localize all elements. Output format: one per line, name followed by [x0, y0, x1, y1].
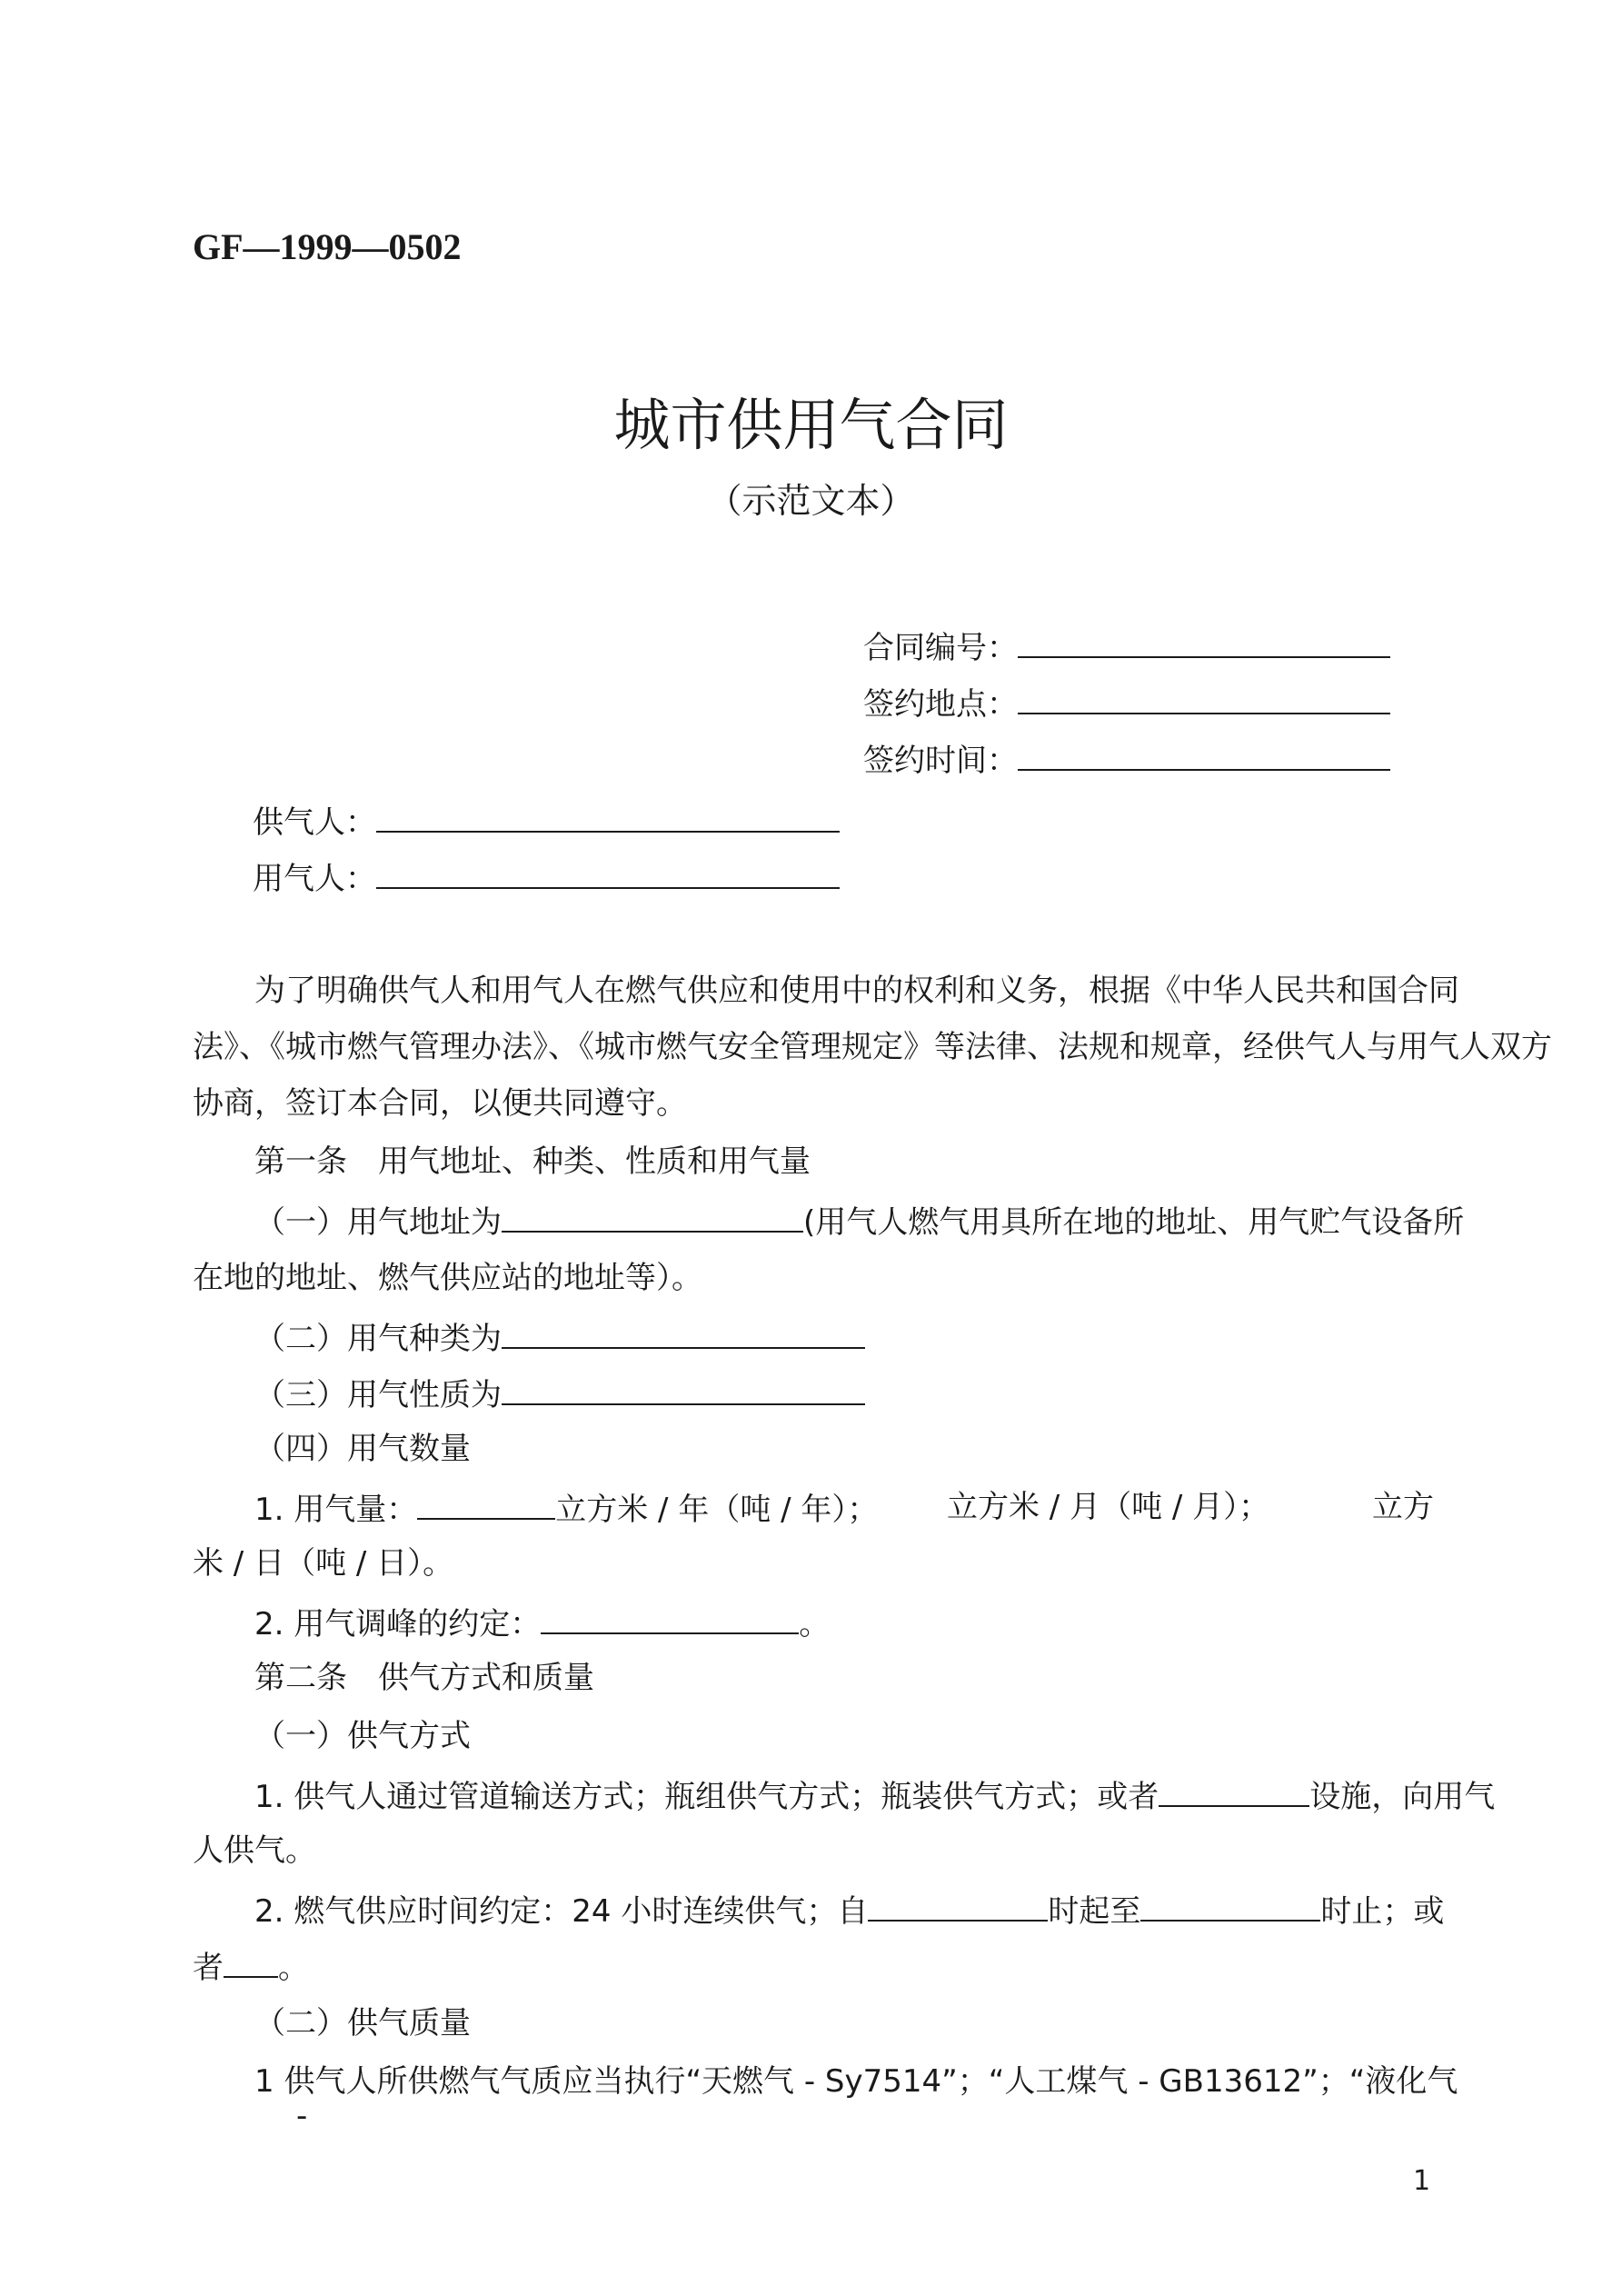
gas-nature-blank[interactable] — [502, 1373, 865, 1405]
intro-line-3: 协商，签订本合同，以便共同遵守。 — [193, 1085, 687, 1122]
sign-place-blank[interactable] — [1018, 682, 1390, 714]
use-address-line — [254, 1200, 1464, 1243]
supply-time-other-blank[interactable] — [224, 1945, 278, 1978]
user-blank[interactable] — [376, 856, 840, 889]
supply-method-heading: （一）供气方式 — [254, 1718, 471, 1754]
gas-type-label: （二）用气种类为 — [254, 1321, 502, 1357]
document-code: GF—1999—0502 — [193, 226, 462, 267]
document-title: 城市供用气合同 — [613, 392, 1009, 458]
contract-number-field — [863, 625, 1390, 668]
contract-number-blank[interactable] — [1018, 625, 1390, 658]
gas-quantity-heading: （四）用气数量 — [254, 1431, 471, 1467]
gas-quality-line-2: - — [296, 2098, 308, 2134]
document-subtitle: （示范文本） — [707, 481, 915, 521]
quantity-year-blank[interactable] — [417, 1487, 555, 1520]
supply-method-line-2: 人供气。 — [193, 1832, 316, 1869]
article-1-heading: 第一条 用气地址、种类、性质和用气量 — [254, 1143, 811, 1180]
quantity-year-unit: 立方米 / 年（吨 / 年）； — [555, 1492, 879, 1528]
quantity-label: 1. 用气量： — [254, 1492, 418, 1528]
quantity-month-unit: 立方米 / 月（吨 / 月）； — [947, 1489, 1270, 1525]
supply-time-line — [254, 1889, 1444, 1932]
sign-place-label: 签约地点： — [863, 686, 1018, 723]
supply-method-line — [254, 1774, 1495, 1817]
use-address-line-2: 在地的地址、燃气供应站的地址等）。 — [193, 1260, 702, 1296]
supply-time-or: 者 — [193, 1950, 224, 1986]
use-address-note: (用气人燃气用具所在地的地址、用气贮气设备所 — [803, 1204, 1465, 1241]
supply-start-blank[interactable] — [868, 1889, 1048, 1922]
supply-method-text: 1. 供气人通过管道输送方式；瓶组供气方式；瓶装供气方式；或者 — [254, 1779, 1159, 1815]
gas-nature-label: （三）用气性质为 — [254, 1377, 502, 1413]
sign-time-blank[interactable] — [1018, 738, 1390, 771]
quantity-line — [254, 1487, 878, 1530]
gas-quality-line: 1 供气人所供燃气气质应当执行“天燃气 - Sy7514”；“人工煤气 - GB13612”；“液化气 — [254, 2063, 1458, 2100]
page-number: 1 — [1413, 2165, 1431, 2197]
contract-number-label: 合同编号： — [863, 630, 1018, 666]
peak-shaving-line — [254, 1602, 830, 1644]
article-2-heading: 第二条 供气方式和质量 — [254, 1660, 594, 1696]
supply-time-text: 2. 燃气供应时间约定：24 小时连续供气；自 — [254, 1893, 869, 1930]
intro-line-1: 为了明确供气人和用气人在燃气供应和使用中的权利和义务，根据《中华人民共和国合同 — [254, 973, 1459, 1009]
supplier-field — [253, 800, 840, 843]
supply-facility-blank[interactable] — [1159, 1774, 1309, 1807]
peak-shaving-label: 2. 用气调峰的约定： — [254, 1606, 542, 1642]
supply-time-end: 时止；或 — [1320, 1893, 1445, 1930]
sign-place-field — [863, 682, 1390, 724]
supply-time-mid: 时起至 — [1048, 1893, 1141, 1930]
supply-end-blank[interactable] — [1140, 1889, 1320, 1922]
user-field — [253, 856, 840, 899]
supply-quality-heading: （二）供气质量 — [254, 2005, 471, 2041]
supplier-blank[interactable] — [376, 800, 840, 833]
user-label: 用气人： — [253, 861, 376, 897]
gas-nature-line — [254, 1373, 865, 1415]
supply-method-end: 设施，向用气 — [1309, 1779, 1496, 1815]
use-address-blank[interactable] — [502, 1200, 803, 1233]
use-address-label: （一）用气地址为 — [254, 1204, 502, 1241]
gas-type-blank[interactable] — [502, 1316, 865, 1349]
gas-type-line — [254, 1316, 865, 1359]
quantity-day-unit-end: 米 / 日（吨 / 日）。 — [193, 1545, 454, 1582]
sign-time-field — [863, 738, 1390, 781]
peak-shaving-blank[interactable] — [541, 1602, 799, 1634]
supply-time-line-2 — [193, 1945, 309, 1988]
supplier-label: 供气人： — [253, 804, 376, 841]
intro-line-2: 法》、《城市燃气管理办法》、《城市燃气安全管理规定》等法律、法规和规章，经供气人与用气人双方 — [193, 1029, 1552, 1065]
supply-time-period: 。 — [278, 1950, 309, 1986]
sign-time-label: 签约时间： — [863, 743, 1018, 779]
quantity-day-unit-start: 立方 — [1372, 1489, 1434, 1525]
peak-shaving-end: 。 — [799, 1606, 831, 1642]
